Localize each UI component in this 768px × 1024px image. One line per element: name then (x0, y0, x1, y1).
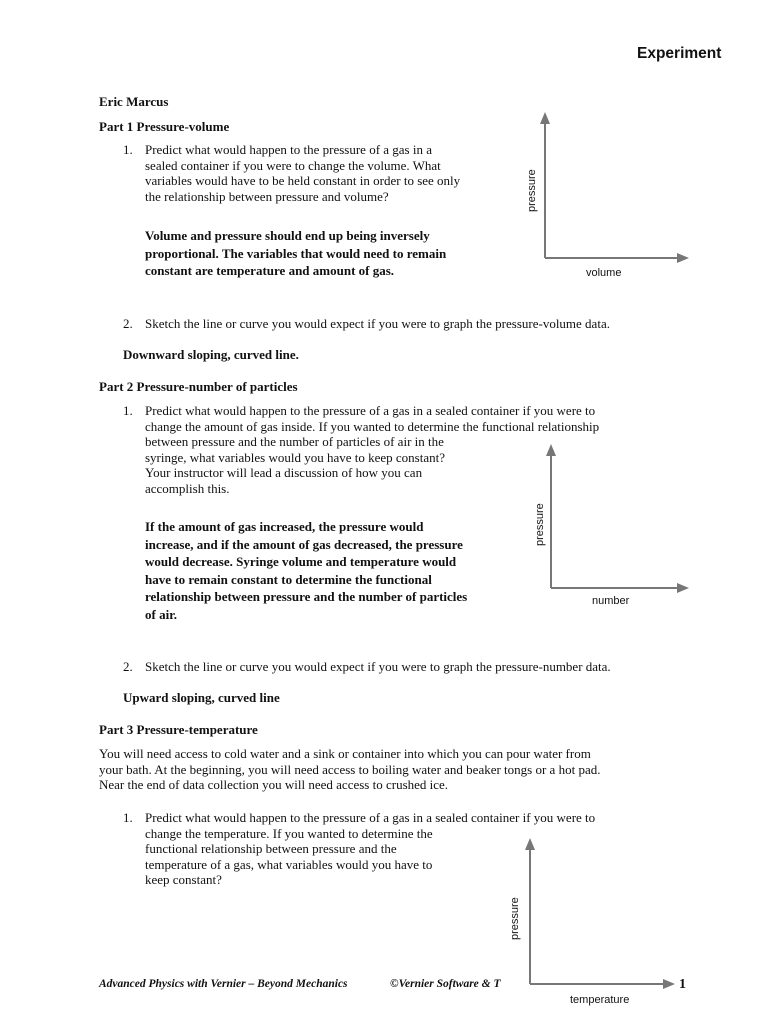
question-line: Your instructor will lead a discussion of how you can (145, 465, 423, 481)
graph3-ylabel: pressure (509, 897, 521, 940)
question-line: between pressure and the number of particles of air in the (145, 434, 444, 450)
experiment-title: Experiment (637, 45, 722, 62)
footer-book-title: Advanced Physics with Vernier – Beyond Mechanics (99, 978, 348, 990)
intro-line: You will need access to cold water and a sink or container into which you can pour water from (99, 746, 591, 761)
part1-q2-text: Sketch the line or curve you would expect if you were to graph the pressure-volume data. (145, 316, 610, 331)
answer-line: Volume and pressure should end up being inversely (145, 228, 430, 243)
answer-line: If the amount of gas increased, the pressure would (145, 519, 424, 534)
question-line: change the temperature. If you wanted to determine the (145, 825, 433, 841)
question-line: keep constant? (145, 872, 222, 888)
answer-line: relationship between pressure and the number of particles (145, 589, 468, 605)
answer-line: would decrease. Syringe volume and temperature would (145, 554, 457, 570)
question-line: temperature of a gas, what variables would you have to (145, 856, 433, 872)
part1-heading: Part 1 Pressure-volume (99, 119, 230, 134)
part2-q1-number: 1. (123, 403, 133, 418)
intro-line: your bath. At the beginning, you will need access to boiling water and beaker tongs or a hot pad. (99, 761, 601, 777)
part3-heading: Part 3 Pressure-temperature (99, 722, 258, 737)
question-line: syringe, what variables would you have to keep constant? (145, 449, 445, 465)
part2-q2-answer: Upward sloping, curved line (123, 690, 280, 705)
part1-q2-answer: Downward sloping, curved line. (123, 347, 299, 362)
question-line: sealed container if you were to change the volume. What (145, 157, 441, 173)
graph2-ylabel: pressure (534, 503, 546, 546)
graph1-xlabel: volume (586, 267, 622, 279)
intro-line: Near the end of data collection you will need access to crushed ice. (99, 777, 449, 793)
footer-copyright: ©Vernier Software & T (390, 978, 501, 990)
graph1-ylabel: pressure (526, 169, 538, 212)
question-line: functional relationship between pressure and the (145, 841, 397, 857)
question-line: the relationship between pressure and volume? (145, 188, 389, 204)
part3-q1-number: 1. (123, 810, 133, 825)
author-name: Eric Marcus (99, 94, 169, 109)
answer-line: constant are temperature and amount of gas. (145, 263, 395, 279)
graph3-xlabel: temperature (570, 994, 630, 1006)
part2-q2-text: Sketch the line or curve you would expect if you were to graph the pressure-number data. (145, 659, 611, 674)
question-line: Predict what would happen to the pressure of a gas in a sealed container if you were to (145, 810, 596, 825)
graph2-xlabel: number (592, 595, 630, 607)
answer-line: have to remain constant to determine the functional (145, 571, 432, 587)
answer-line: of air. (145, 606, 178, 622)
graph3-x-arrow (663, 979, 675, 989)
answer-line: increase, and if the amount of gas decreased, the pressure (145, 536, 463, 552)
part1-q1-number: 1. (123, 142, 133, 157)
question-line: Predict what would happen to the pressure of a gas in a sealed container if you were to (145, 403, 596, 418)
page-number: 1 (679, 977, 686, 992)
answer-line: proportional. The variables that would need to remain (145, 245, 447, 261)
question-line: variables would have to be held constant in order to see only (145, 173, 461, 189)
part1-q2-number: 2. (123, 316, 133, 331)
question-line: accomplish this. (145, 480, 230, 496)
question-line: Predict what would happen to the pressure of a gas in a (145, 142, 433, 157)
question-line: change the amount of gas inside. If you wanted to determine the functional relationship (145, 418, 600, 434)
graph3-y-arrow (525, 838, 535, 850)
part2-q2-number: 2. (123, 659, 133, 674)
part2-heading: Part 2 Pressure-number of particles (99, 379, 298, 394)
